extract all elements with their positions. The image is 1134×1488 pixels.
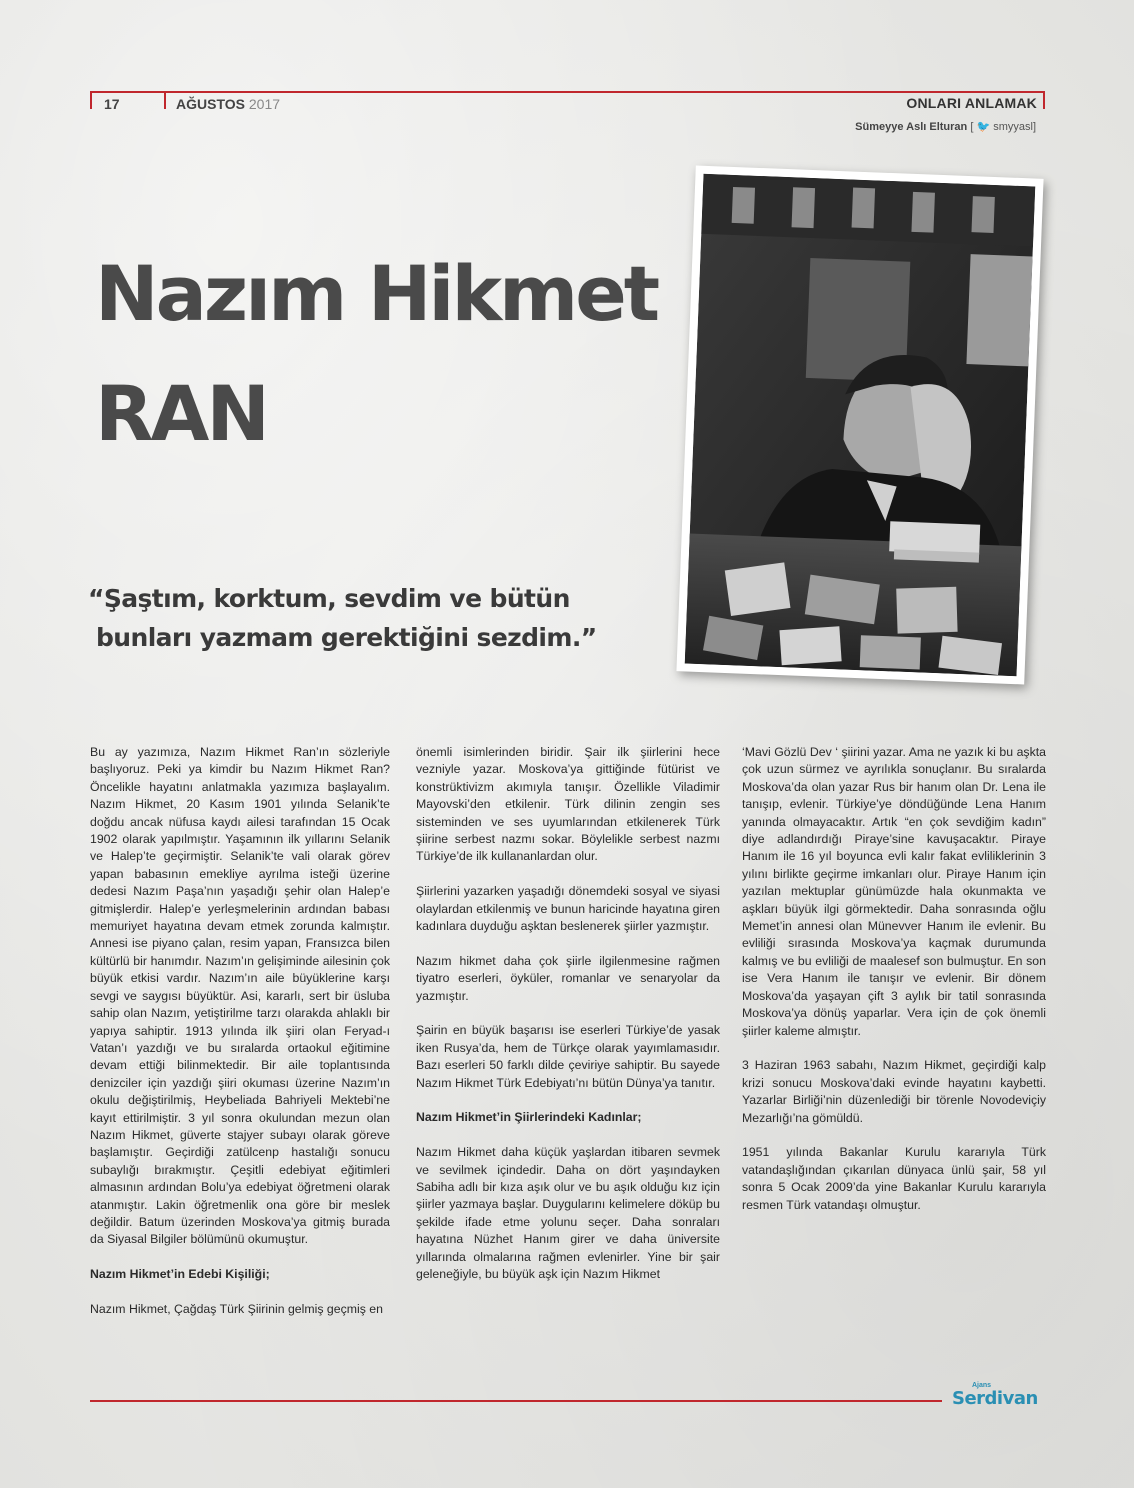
paragraph: Şiirlerini yazarken yaşadığı dönemdeki sosyal ve siyasi olaylardan etkilenmiş ve bunun haricinde hayatına giren kadınlara duyduğu aşktan beslenerek şiirler yazmıştır. (416, 884, 720, 934)
pull-quote-line1: “Şaştım, korktum, sevdim ve bütün (88, 584, 570, 613)
issue-date (176, 96, 280, 112)
article-title-line1: Nazım Hikmet (95, 249, 658, 338)
issue-year: 2017 (248, 96, 281, 112)
author-handle: smyyasl (993, 121, 1033, 133)
subheading-literary-personality: Nazım Hikmet’in Edebi Kişiliği; (90, 1267, 270, 1282)
pull-quote-line2: bunları yazmam gerektiğini sezdim.” (96, 622, 597, 652)
pull-quote (88, 580, 648, 658)
twitter-icon: 🐦 (976, 121, 991, 133)
logo-small-text: Ajans (972, 1382, 992, 1389)
author-name: Sümeyye Aslı Elturan (855, 121, 968, 133)
paragraph: Şairin en büyük başarısı ise eserleri Türkiye’de yasak iken Rusya’da, hem de Türkçe olarak yayımlamasıdır. Bazı eserleri 50 farklı dilde çeviriye sahiptir. Bu sayede Nazım Hikmet Türk Edebiyatı’nı bütün Dünya’ya tanıtır. (416, 1023, 720, 1090)
header-rule (90, 91, 1045, 93)
body-column-3 (742, 744, 1046, 1231)
header-tick (1043, 91, 1045, 109)
portrait-photo (676, 166, 1043, 685)
footer-rule (90, 1400, 942, 1402)
page-number: 17 (104, 96, 120, 112)
paragraph: Nazım Hikmet daha küçük yaşlardan itibaren sevmek ve sevilmek içindedir. Daha on dört yaşındayken Sabiha adlı bir kıza aşık olur ve bu aşık olduğu kız için şiirler yazmaya başlar. Duygularını kelimelere döküp bu şekilde ifade etme yolunu seçer. Daha sonraları hayatına Nüzhet Hanım girer ve daha üniversite yıllarında olmalarına rağmen evlenirler. Yine bir şair geleneğiyle, bu büyük aşk için Nazım Hikmet (416, 1145, 720, 1282)
paragraph: ‘Mavi Gözlü Dev ‘ şiirini yazar. Ama ne yazık ki bu aşkta çok uzun sürmez ve ayrılıkla sonuçlanır. Bu sıralarda Moskova’da olan yazar Rus bir hanım olan Dr. Lena ile tanışıp, evlenir. Türkiye’ye döndüğünde Lena Hanım yanında olmayacaktır. Artık “en çok sevdiğim kadın” diye adlandırdığı Piraye’sine kavuşacaktır. Piraye Hanım ile 16 yıl boyunca evli kalır fakat evliliklerinin 3 yılını birlikte geçirme imkanları olur. Piraye Hanım için yazılan mektuplar günümüzde hala okunmakta ve aşkları büyük ilgi görmektedir. Daha sonrasında oğlu Memet’in annesi olan Münevver Hanım ile evlenir. Bu evliliği sırasında Moskova’ya kaçmak durumunda kalmış ve bu evliliği de maalesef son bulmuştur. En son ise Vera Hanım ile tanışır ve evlenir. Bir dönem Moskova’da yaşayan çift 3 aylık bir tatil sonrasında Moskova’ya dönüş yaparlar. Vera için de çok önemli şiirler kaleme almıştır. (742, 745, 1046, 1038)
body-column-2 (416, 744, 720, 1301)
paragraph: Bu ay yazımıza, Nazım Hikmet Ran’ın sözleriyle başlıyoruz. Peki ya kimdir bu Nazım Hikmet Ran? Öncelikle hayatını anlatmakla yazımıza başlayalım. Nazım Hikmet, 20 Kasım 1901 yılında Selanik’te doğdu ancak nüfusa kaydı ailesi tarafından 15 Ocak 1902 olarak yapılmıştır. Yaşamının ilk yıllarını Selanik ve Halep’te geçirmiştir. Selanik’te vali olarak görev yapan babasının emekliye ayrılma isteği üzerine dedesi Nazım Paşa’nın yaşadığı şehir olan Halep’e gitmişlerdir. Halep’e yerleşmelerinin ardından babası memuriyet hayatına devam etmek zorunda kalmıştır. Annesi ise piyano çalan, resim yapan, Fransızca bilen kültürlü bir hanımdır. Nazım’ın gelişiminde ailesinin çok büyük etkisi vardır. Nazım’ın aile büyüklerine karşı sevgi ve saygısı büyüktür. Asi, kararlı, sert bir üsluba sahip olan Nazım, yetiştirilme tarzı olarakda ahlaklı bir yapıya sahiptir. 1913 yılında ilk şiiri olan Feryad-ı Vatan’ı yazdığı ve bu sıralarda ortaokul eğitimine devam ettiği bilinmektedir. Bir aile toplantısında denizciler için yazdığı şiiri okuması üzerine Nazım’ın okulu değiştirilmiş, Heybeliada Bahriyeli Mektebi’ne kayıt ettirilmiştir. 3 yıl sonra okulundan mezun olan Nazım Hikmet, güverte stajyer subayı olarak göreve başlamıştır. Geçirdiği zatülcenp hastalığı sonucu subaylığı bırakmıştır. Çeşitli edebiyat eğitimleri almasının ardından Bolu’ya edebiyat öğretmeni olarak atanmıştır. Lakin öğretmenlik ona göre bir meslek değildir. Batum üzerinden Moskova’ya gitmiş burada da Siyasal Bilgiler bölümünü okumuştur. (90, 745, 390, 1247)
article-title-line2: RAN (95, 369, 267, 458)
author-line: Sümeyye Aslı Elturan [ 🐦 smyyasl] (855, 121, 1036, 133)
header-tick (164, 91, 166, 109)
paragraph: Nazım hikmet daha çok şiirle ilgilenmesine rağmen tiyatro eserleri, öyküler, romanlar ve senaryolar da yazmıştır. (416, 953, 720, 1003)
issue-month: AĞUSTOS (176, 96, 245, 112)
paragraph: önemli isimlerinden biridir. Şair ilk şiirlerini hece vezniyle yazar. Moskova’ya gittiğinde fütürist ve konstrüktivizm akımıyla tanışır. Özellikle Viladimir Mayovski’den etkilenir. Türk dilinin zengin ses sisteminden ve ses uyumlarından etkilenerek Türk şiirine serbest nazmı sokar. Böylelikle serbest nazmı Türkiye’de ilk kullananlardan olur. (416, 745, 720, 864)
paragraph: Nazım Hikmet, Çağdaş Türk Şiirinin gelmiş geçmiş en (90, 1301, 383, 1316)
section-title: ONLARI ANLAMAK (906, 95, 1037, 111)
header-tick (90, 91, 92, 109)
paragraph: 1951 yılında Bakanlar Kurulu kararıyla Türk vatandaşlığından çıkarılan dünyaca ünlü şair, 58 yıl sonra 5 Ocak 2009’da yine Bakanlar Kurulu kararıyla resmen Türk vatandaşı olmuştur. (742, 1145, 1046, 1212)
portrait-image (685, 174, 1036, 676)
logo-text: Serdivan (952, 1388, 1038, 1409)
serdivan-logo (952, 1382, 1048, 1410)
subheading-women-in-poems: Nazım Hikmet’in Şiirlerindeki Kadınlar; (416, 1110, 642, 1125)
body-column-1 (90, 744, 390, 1336)
paragraph: 3 Haziran 1963 sabahı, Nazım Hikmet, geçirdiği kalp krizi sonucu Moskova’daki evinde hayatını kaybetti. Yazarlar Birliği’nin düzenlediği bir törenle Novodeviçiy Mezarlığı’na gömüldü. (742, 1058, 1046, 1125)
